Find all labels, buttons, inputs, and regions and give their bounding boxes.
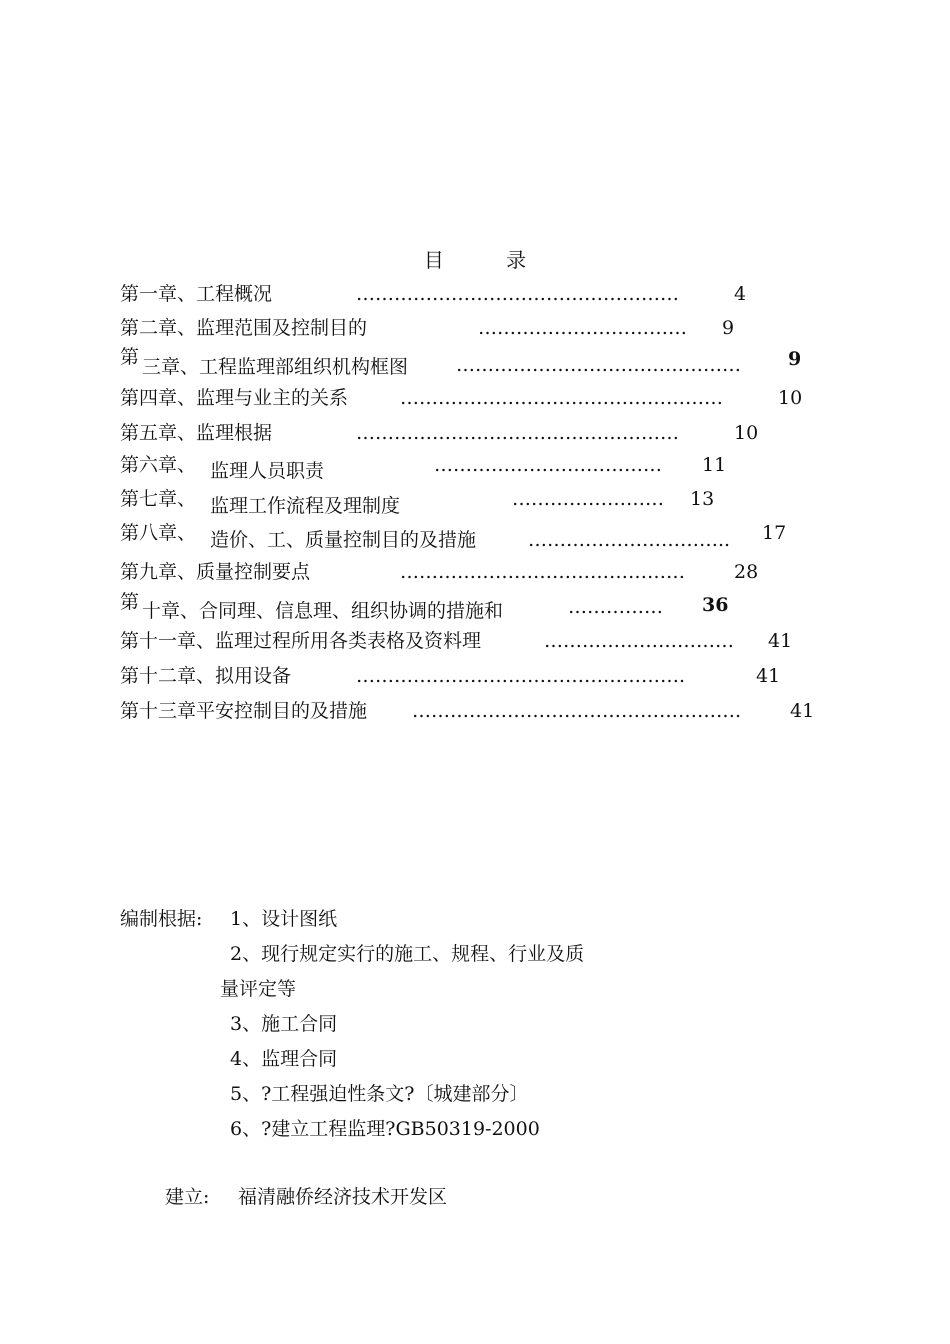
toc-chapter: 造价、工、质量控制目的及措施 [210, 529, 477, 551]
toc-page: 10 [734, 422, 759, 444]
toc-chapter-prefix: 第 [120, 591, 140, 613]
basis-item: 6、?建立工程监理?GB50319-2000 [230, 1118, 540, 1140]
toc-page: 11 [702, 454, 727, 476]
toc-chapter-prefix: 第六章、 [120, 454, 197, 476]
toc-leader: ……………………………………… [400, 561, 685, 583]
toc-page: 10 [778, 387, 803, 409]
toc-page: 9 [722, 317, 735, 339]
toc-page: 17 [762, 522, 787, 544]
toc-leader: …………………… [512, 488, 664, 510]
toc-chapter: 监理工作流程及理制度 [210, 495, 401, 517]
toc-leader: ……………………………………… [456, 354, 741, 376]
toc-page: 4 [734, 283, 747, 305]
toc-leader: ………………………… [544, 630, 734, 652]
toc-chapter: 第十二章、拟用设备 [120, 665, 292, 687]
toc-chapter: 第九章、质量控制要点 [120, 561, 311, 583]
toc-page: 28 [734, 561, 759, 583]
toc-chapter: 监理人员职责 [210, 460, 325, 482]
toc-chapter: 第二章、监理范围及控制目的 [120, 317, 368, 339]
builder-value: 福清融侨经济技术开发区 [238, 1186, 448, 1208]
toc-chapter: 三章、工程监理部组织机构框图 [142, 356, 409, 378]
toc-chapter: 第四章、监理与业主的关系 [120, 387, 349, 409]
toc-page: 13 [690, 488, 715, 510]
toc-chapter: 十章、合同理、信息理、组织协调的措施和 [142, 600, 504, 622]
toc-title: 目 录 [423, 248, 555, 272]
toc-leader: …………………………………………… [400, 387, 723, 409]
toc-chapter: 第十一章、监理过程所用各类表格及资料理 [120, 630, 482, 652]
builder-label: 建立: [165, 1186, 210, 1208]
toc-chapter-prefix: 第八章、 [120, 522, 197, 544]
toc-chapter-prefix: 第 [120, 346, 140, 368]
toc-leader: ……………………………… [434, 454, 662, 476]
toc-page: 41 [756, 665, 781, 687]
basis-item: 2、现行规定实行的施工、规程、行业及质 [230, 943, 585, 965]
toc-page: 41 [790, 700, 815, 722]
basis-item: 3、施工合同 [230, 1013, 338, 1035]
toc-leader: …………………………… [478, 317, 687, 339]
toc-chapter: 第五章、监理根据 [120, 422, 273, 444]
basis-item: 5、?工程强迫性条文?〔城建部分〕 [230, 1083, 529, 1105]
toc-chapter-prefix: 第七章、 [120, 488, 197, 510]
toc-page: 36 [702, 594, 729, 616]
toc-leader: ……………………………………………. [412, 700, 742, 722]
toc-page: 41 [768, 630, 793, 652]
basis-item-continuation: 量评定等 [220, 978, 297, 1000]
toc-page: 9 [788, 348, 802, 370]
basis-label: 编制根据: [120, 908, 203, 930]
toc-leader: …………… [568, 596, 663, 618]
toc-chapter: 第一章、工程概况 [120, 283, 273, 305]
basis-item: 1、设计图纸 [230, 908, 338, 930]
toc-leader: …………………………………………… [356, 283, 679, 305]
toc-leader: ……………………………………………. [356, 665, 686, 687]
toc-leader: ………………………….. [528, 529, 731, 551]
toc-leader: …………………………………………… [356, 422, 679, 444]
basis-item: 4、监理合同 [230, 1048, 338, 1070]
toc-chapter: 第十三章平安控制目的及措施 [120, 700, 368, 722]
